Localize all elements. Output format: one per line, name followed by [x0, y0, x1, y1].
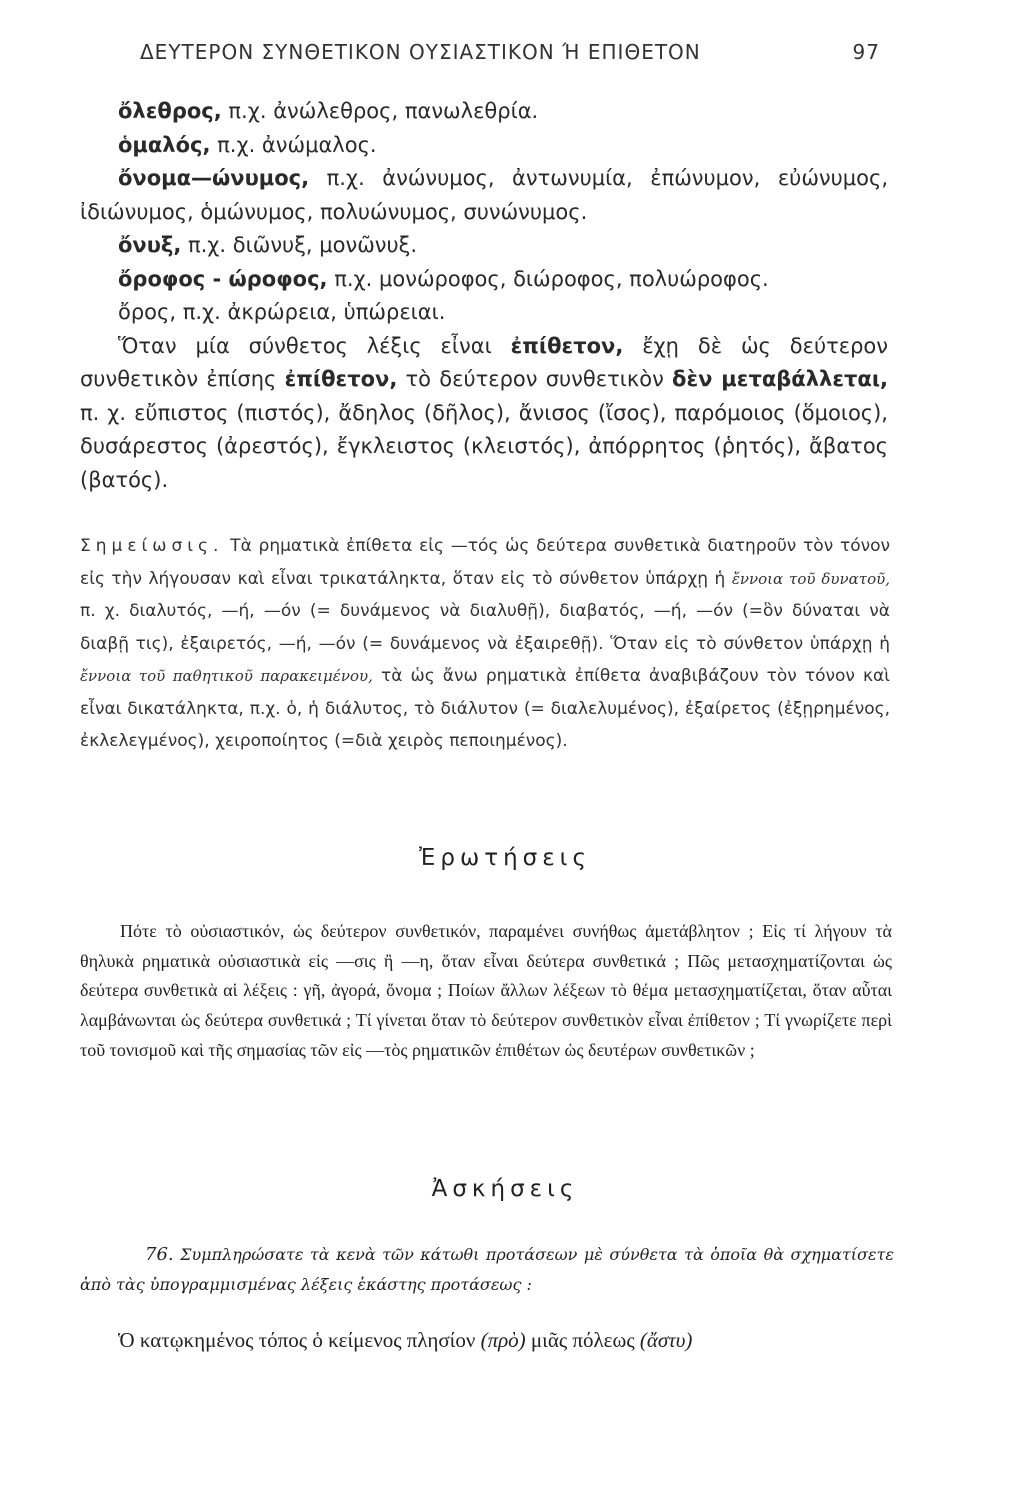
rule-emphasis: ἐπίθετον, [510, 333, 624, 358]
page-number: 97 [852, 40, 880, 64]
rule-emphasis: ἐπίθετον, [284, 367, 398, 391]
exercises-heading: Ἀσκήσεις [431, 1176, 579, 1202]
entry-text: π.χ. ἀνώμαλος. [210, 132, 377, 157]
exercise-number: 76. [145, 1244, 174, 1265]
note-italic: ἔννοια τοῦ δυνατοῦ, [731, 569, 890, 588]
entry-head: ὁμαλός, [118, 132, 211, 157]
rule-emphasis: δὲν μεταβάλλεται, [672, 367, 888, 391]
main-text [80, 95, 888, 497]
note-text: τὰ ὡς ἄνω ρηματικὰ ἐπίθετα ἀναβιβάζουν τὸν τόνον καὶ εἶναι δικατάληκτα, π.χ. ὁ, ἡ διάλυτος, τὸ διάλυτον (= διαλελυμένος), ἐξαίρετος (ἐξῃρημένος, ἐκλελεγμένος), χειροποίητος (=διὰ χειρὸς πεποιημένος). [80, 666, 890, 751]
exercise-instruction-text: Συμπληρώσατε τὰ κενὰ τῶν κάτωθι προτάσεων μὲ σύνθετα τὰ ὁποῖα θὰ σχηματίσετε ἀπὸ τὰς ὑπογραμμισμένας λέξεις ἑκάστης προτάσεως : [80, 1245, 894, 1294]
entry-text: ὄρος, π.χ. ἀκρώρεια, ὑπώρειαι. [118, 300, 446, 324]
note-paragraph [80, 530, 890, 758]
entry-text: π.χ. ἀνώνυμος, ἀντωνυμία, ἐπώνυμον, εὐώνυμος, ἰδιώνυμος, ὁμώνυμος, πολυώνυμος, συνώνυμος. [80, 166, 888, 224]
entry-orofos [80, 263, 888, 297]
exercise-sentence-text: μιᾶς πόλεως [525, 1328, 640, 1352]
entry-text: π.χ. ἀνώλεθρος, πανωλεθρία. [221, 99, 539, 123]
questions-heading: Ἐρωτήσεις [419, 845, 591, 871]
rule-text: τὸ δεύτερον συνθετικὸν [397, 367, 673, 391]
note-text: π. χ. διαλυτός, —ή, —όν (= δυνάμενος νὰ διαλυθῇ), διαβατός, —ή, —όν (=ὃν δύναται νὰ διαβῇ τις), ἐξαιρετός, —ή, —όν (= δυνάμενος νὰ ἐξαιρεθῇ). Ὅταν εἰς τὸ σύνθετον ὑπάρχῃ ἡ [80, 601, 890, 654]
questions-text: Πότε τὸ οὐσιαστικόν, ὡς δεύτερον συνθετικόν, παραμένει συνήθως ἀμετάβλητον ; Εἰς τί λήγουν τὰ θηλυκὰ ρηματικὰ οὐσιαστικὰ εἰς —σις ἢ —η, ὅταν εἶναι δεύτερα συνθετικά ; Πῶς μετασχηματίζονται ὡς δεύτερα συνθετικὰ αἱ λέξεις : γῆ, ἀγορά, ὄνομα ; Ποίων ἄλλων λέξεων τὸ θέμα μετασχηματίζεται, ὅταν αὗται λαμβάνωνται ὡς δεύτερα συνθετικά ; Τί γίνεται ὅταν τὸ δεύτερον συνθετικὸν εἶναι ἐπίθετον ; Τί γνωρίζετε περὶ τοῦ τονισμοῦ καὶ τῆς σημασίας τῶν εἰς —τὸς ρηματικῶν ἐπιθέτων ὡς δευτέρων συνθετικῶν ; [80, 921, 892, 1060]
note-italic: ἔννοια τοῦ παθητικοῦ παρακειμένου, [80, 667, 373, 685]
running-head [140, 40, 880, 70]
entry-oros [80, 296, 888, 330]
rule-paragraph [80, 330, 888, 498]
rule-text: π. χ. εὔπιστος (πιστός), ἄδηλος (δῆλος), ἄνισος (ἴσος), παρόμοιος (ὅμοιος), δυσάρεστος (ἀρεστός), ἔγκλειστος (κλειστός), ἀπόρρητος (ῥητός), ἄβατος (βατός). [80, 400, 888, 492]
entry-olethros [80, 95, 888, 129]
chapter-title: ΔΕΥΤΕΡΟΝ ΣΥΝΘΕΤΙΚΟΝ ΟΥΣΙΑΣΤΙΚΟΝ Ή ΕΠΙΘΕΤΟΝ [140, 40, 701, 64]
entry-homalos [80, 129, 888, 163]
rule-text: ἔχῃ δὲ ὡς δεύτερον συνθετικὸν ἐπίσης [80, 333, 889, 391]
exercise-sentence [80, 1325, 894, 1355]
note-text: Τὰ ρηματικὰ ἐπίθετα εἰς —τός ὡς δεύτερα συνθετικὰ διατηροῦν τὸν τόνον εἰς τὴν λήγουσαν καὶ εἶναι τρικατάληκτα, ὅταν εἰς τὸ σύνθετον ὑπάρχῃ ἡ [80, 536, 890, 589]
exercise-sentence-text: Ὁ κατῳκημένος τόπος ὁ κείμενος πλησίον [118, 1328, 481, 1352]
entry-onyx [80, 229, 888, 263]
exercise-hint: (πρὸ) [480, 1328, 526, 1352]
exercise-hint: (ἄστυ) [639, 1328, 693, 1352]
entry-text: π.χ. διῶνυξ, μονῶνυξ. [181, 233, 418, 257]
entry-head: ὄλεθρος, [118, 99, 222, 123]
entry-onoma [80, 162, 888, 229]
entry-text: π.χ. μονώροφος, διώροφος, πολυώροφος. [327, 266, 769, 291]
entry-head: ὄροφος - ώροφος, [118, 266, 328, 291]
entry-head: ὄνυξ, [118, 233, 182, 257]
exercise-instruction [80, 1240, 894, 1300]
entry-head: ὄνομα—ώνυμος, [118, 166, 310, 190]
rule-text: Ὅταν μία σύνθετος λέξις εἶναι [118, 333, 511, 358]
note-label: Σημείωσις. [80, 536, 224, 556]
